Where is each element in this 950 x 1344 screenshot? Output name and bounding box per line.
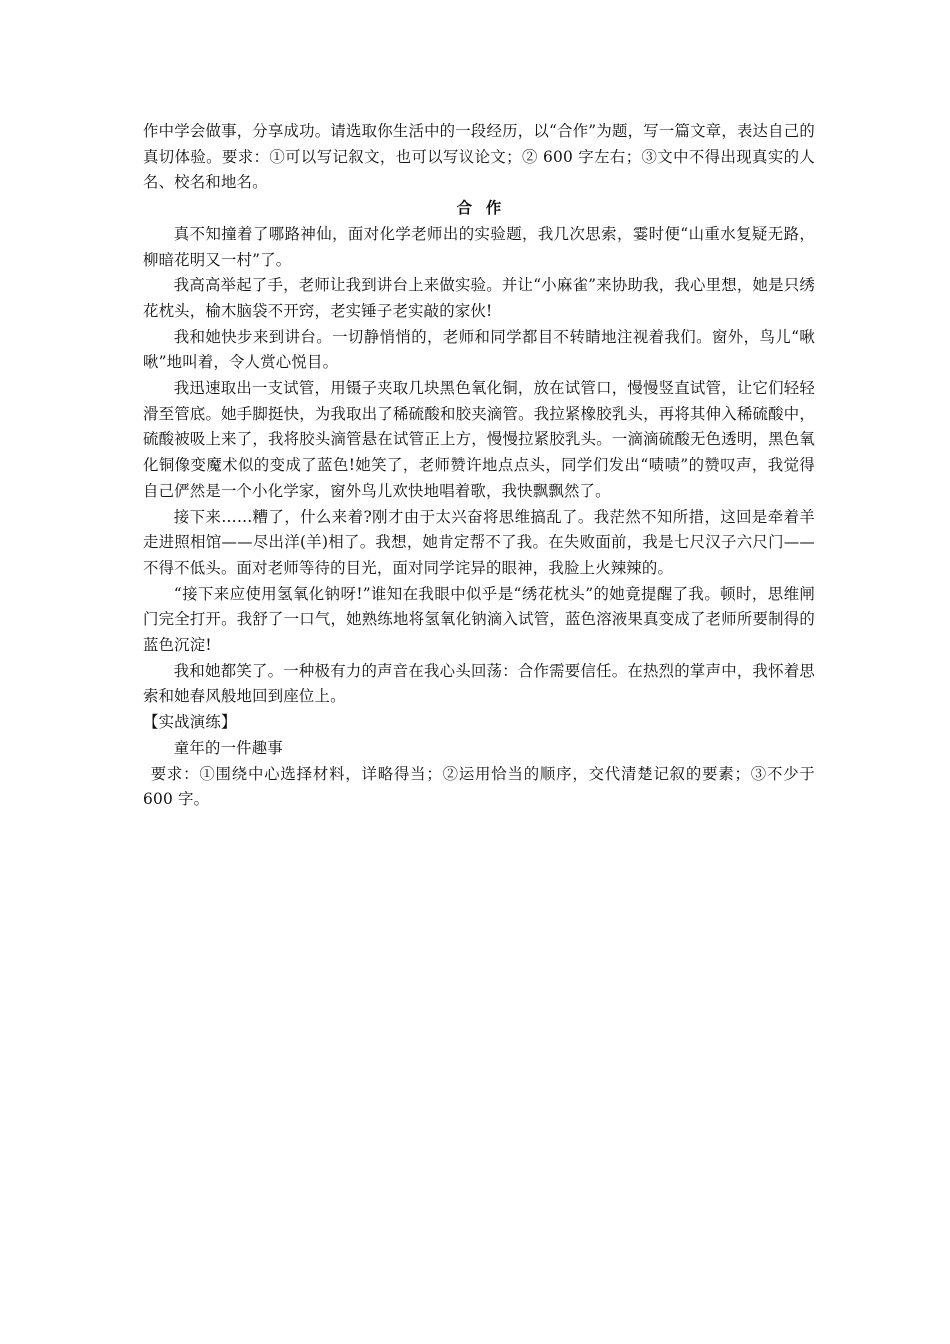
practice-requirement: 要求：①围绕中心选择材料，详略得当；②运用恰当的顺序，交代清楚记叙的要素；③不少于 600 字。	[143, 764, 815, 809]
intro-paragraph: 作中学会做事，分享成功。请选取你生活中的一段经历，以“合作”为题，写一篇文章，表达自己的真切体验。要求：①可以写记叙文，也可以写议论文；② 600 字左右；③文中不得出现真实的人名、校名和地名。	[143, 122, 815, 192]
document-page	[143, 119, 815, 813]
essay-paragraph-4: 我迅速取出一支试管，用镊子夹取几块黑色氧化铜，放在试管口，慢慢竖直试管，让它们轻轻滑至管底。她手脚挺快，为我取出了稀硫酸和胶夹滴管。我拉紧橡胶乳头，再将其伸入稀硫酸中，硫酸被吸上来了，我将胶头滴管悬在试管正上方，慢慢拉紧胶乳头。一滴滴硫酸无色透明，黑色氧化铜像变魔术似的变成了蓝色!她笑了，老师赞许地点点头，同学们发出“啧啧”的赞叹声，我觉得自己俨然是一个小化学家，窗外鸟儿欢快地唱着歌，我快飘飘然了。	[143, 379, 815, 500]
essay-paragraph-5: 接下来……糟了，什么来着?刚才由于太兴奋将思维搞乱了。我茫然不知所措，这回是牵着羊走进照相馆——尽出洋(羊)相了。我想，她肯定帮不了我。在失败面前，我是七尺汉子六尺门——不得不低头。面对老师等待的目光，面对同学诧异的眼神，我脸上火辣辣的。	[143, 507, 815, 577]
practice-topic: 童年的一件趣事	[173, 738, 283, 757]
essay-paragraph-3: 我和她快步来到讲台。一切静悄悄的，老师和同学都目不转睛地注视着我们。窗外，鸟儿“啾啾”地叫着，令人赏心悦目。	[143, 327, 815, 372]
essay-title: 合作	[456, 199, 516, 218]
essay-paragraph-7: 我和她都笑了。一种极有力的声音在我心头回荡：合作需要信任。在热烈的掌声中，我怀着思索和她春风般地回到座位上。	[143, 661, 815, 706]
essay-paragraph-2: 我高高举起了手，老师让我到讲台上来做实验。并让“小麻雀”来协助我，我心里想，她是只绣花枕头，榆木脑袋不开窍，老实锤子老实敲的家伙!	[143, 276, 815, 320]
essay-paragraph-1: 真不知撞着了哪路神仙，面对化学老师出的实验题，我几次思索，霎时便“山重水复疑无路，柳暗花明又一村”了。	[143, 224, 815, 269]
practice-heading: 【实战演练】	[143, 713, 237, 732]
essay-paragraph-6: “接下来应使用氢氧化钠呀!”谁知在我眼中似乎是“绣花枕头”的她竟提醒了我。顿时，思维闸门完全打开。我舒了一口气，她熟练地将氢氧化钠滴入试管，蓝色溶液果真变成了老师所要制得的蓝色沉淀!	[143, 584, 815, 655]
